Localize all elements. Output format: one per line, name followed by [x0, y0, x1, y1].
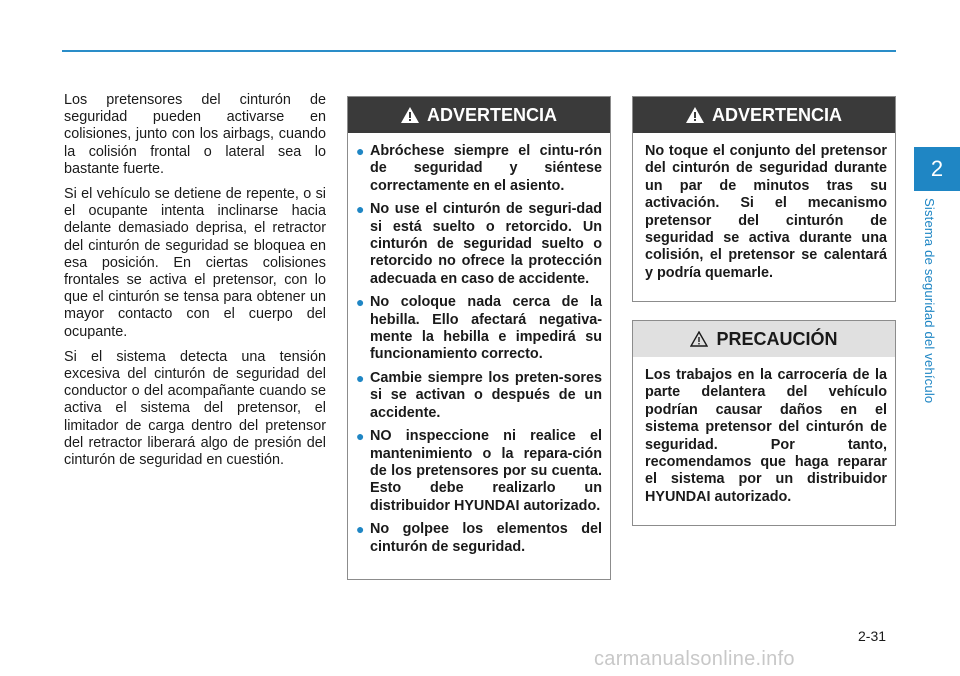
caution-box	[632, 320, 896, 526]
paragraph: Si el vehículo se detiene de repente, o si el ocupante intenta inclinarse hacia delante demasiado deprisa, el retractor del cinturón de seguridad se bloquea en esa posición. En ciertas colisiones frontales se activa el pretensor, con lo que el cinturón se tensa para obtener un mayor contacto con el cuerpo del ocupante.	[64, 186, 326, 340]
warning-body: No toque el conjunto del pretensor del cinturón de seguridad durante un par de minutos tras su activación. Si el mecanismo pretensor del cinturón de seguridad se activa durante una colisión, el pretensor se calentará y podría quemarle.	[645, 143, 887, 281]
list-item: ● No coloque nada cerca de la hebilla. Ello afectará negativa-mente la hebilla e impedirá su funcionamiento correcto.	[356, 294, 602, 363]
bullet-dot-icon: ●	[356, 428, 365, 445]
caution-body: Los trabajos en la carrocería de la parte delantera del vehículo podrían causar daños en el sistema pretensor del cinturón de seguridad. Por tanto, recomendamos que haga reparar el sistema por un distribuidor HYUNDAI autorizado.	[645, 367, 887, 505]
caution-title: PRECAUCIÓN	[716, 328, 838, 349]
bullet-dot-icon: ●	[356, 201, 365, 218]
bullet-dot-icon: ●	[356, 294, 365, 311]
paragraph: Si el sistema detecta una tensión excesiva del cinturón de seguridad del conductor o del acompañante cuando se activa el sistema del pretensor, el limitador de carga dentro del pretensor del retractor liberará algo de presión del cinturón de seguridad en cuestión.	[64, 348, 326, 469]
warning-box-seatbelt	[347, 96, 611, 580]
bullet-dot-icon: ●	[356, 521, 365, 538]
warning-triangle-icon	[401, 107, 419, 123]
warning-header	[348, 97, 610, 133]
top-rule	[62, 50, 896, 52]
watermark: carmanualsonline.info	[594, 648, 795, 670]
bullet-dot-icon: ●	[356, 143, 365, 159]
list-item: ● Cambie siempre los preten-sores si se activan o después de un accidente.	[356, 369, 602, 421]
caution-header	[633, 321, 895, 357]
warning-triangle-icon	[690, 331, 708, 347]
warning-title: ADVERTENCIA	[711, 104, 842, 125]
list-item: ● NO inspeccione ni realice el mantenimiento o la repara-ción de los pretensores por su cuenta. Esto debe realizarlo un distribuidor HYUNDAI autorizado.	[356, 428, 602, 514]
warning-header	[633, 97, 895, 133]
main-text-column	[64, 92, 326, 477]
bullet-dot-icon: ●	[356, 369, 365, 386]
warning-body	[348, 133, 610, 572]
warning-box-pretensioner	[632, 96, 896, 302]
warning-title: ADVERTENCIA	[426, 104, 557, 125]
list-item: ● No use el cinturón de seguri-dad si está suelto o retorcido. Un cinturón de seguridad suelto o retorcido no ofrece la protección adecuada en caso de accidente.	[356, 201, 602, 287]
paragraph: Los pretensores del cinturón de seguridad pueden activarse en colisiones, junto con los airbags, cuando la colisión frontal o lateral sea lo bastante fuerte.	[64, 92, 326, 177]
chapter-number: 2	[930, 156, 944, 181]
chapter-tab[interactable]	[914, 147, 960, 191]
page-number: 2-31	[858, 628, 887, 644]
list-item: ● Abróchese siempre el cintu-rón de seguridad y siéntese correctamente en el asiento.	[356, 143, 602, 194]
chapter-title: Sistema de seguridad del vehículo	[922, 198, 937, 404]
list-item: ● No golpee los elementos del cinturón de seguridad.	[356, 521, 602, 555]
warning-triangle-icon	[686, 107, 704, 123]
warning-list	[356, 143, 602, 556]
